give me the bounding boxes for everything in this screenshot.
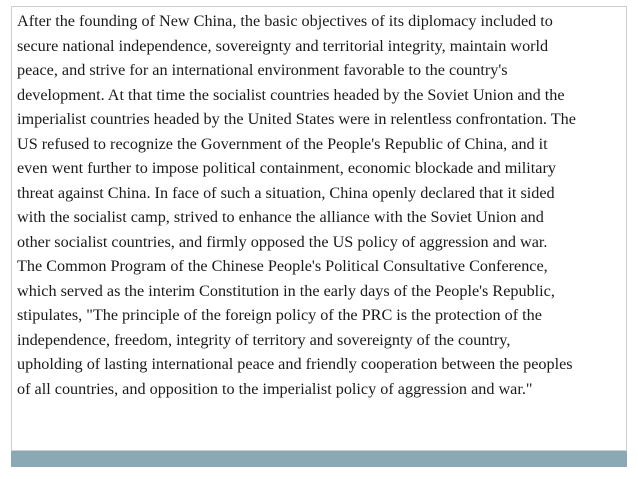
text-line: stipulates, "The principle of the foreign policy of the PRC is the protection of the bbox=[17, 306, 542, 324]
footer-bar bbox=[11, 451, 627, 467]
text-line: threat against China. In face of such a situation, China openly declared that it sided bbox=[17, 183, 555, 202]
text-line: The Common Program of the Chinese People's Political Consultative Conference, bbox=[17, 257, 548, 275]
text-line: upholding of lasting international peace and friendly cooperation between the peoples bbox=[17, 355, 573, 373]
text-line: independence, freedom, integrity of territory and sovereignty of the country, bbox=[17, 330, 511, 349]
text-line: peace, and strive for an international environment favorable to the country's bbox=[17, 61, 508, 79]
text-line: US refused to recognize the Government of the People's Republic of China, and it bbox=[17, 134, 548, 153]
text-line: which served as the interim Constitution in the early days of the People's Republic, bbox=[17, 281, 555, 300]
body-paragraph bbox=[17, 9, 631, 401]
text-line: secure national independence, sovereignty and territorial integrity, maintain world bbox=[17, 36, 549, 55]
text-line: imperialist countries headed by the United States were in relentless confrontation. The bbox=[17, 110, 576, 128]
text-line: of all countries, and opposition to the imperialist policy of aggression and war." bbox=[17, 379, 533, 398]
text-line: other socialist countries, and firmly opposed the US policy of aggression and war. bbox=[17, 232, 548, 251]
text-line: After the founding of New China, the basic objectives of its diplomacy included to bbox=[17, 12, 553, 30]
text-line: development. At that time the socialist countries headed by the Soviet Union and the bbox=[17, 85, 565, 104]
text-line: even went further to impose political containment, economic blockade and military bbox=[17, 159, 556, 177]
text-line: with the socialist camp, strived to enhance the alliance with the Soviet Union and bbox=[17, 208, 544, 226]
